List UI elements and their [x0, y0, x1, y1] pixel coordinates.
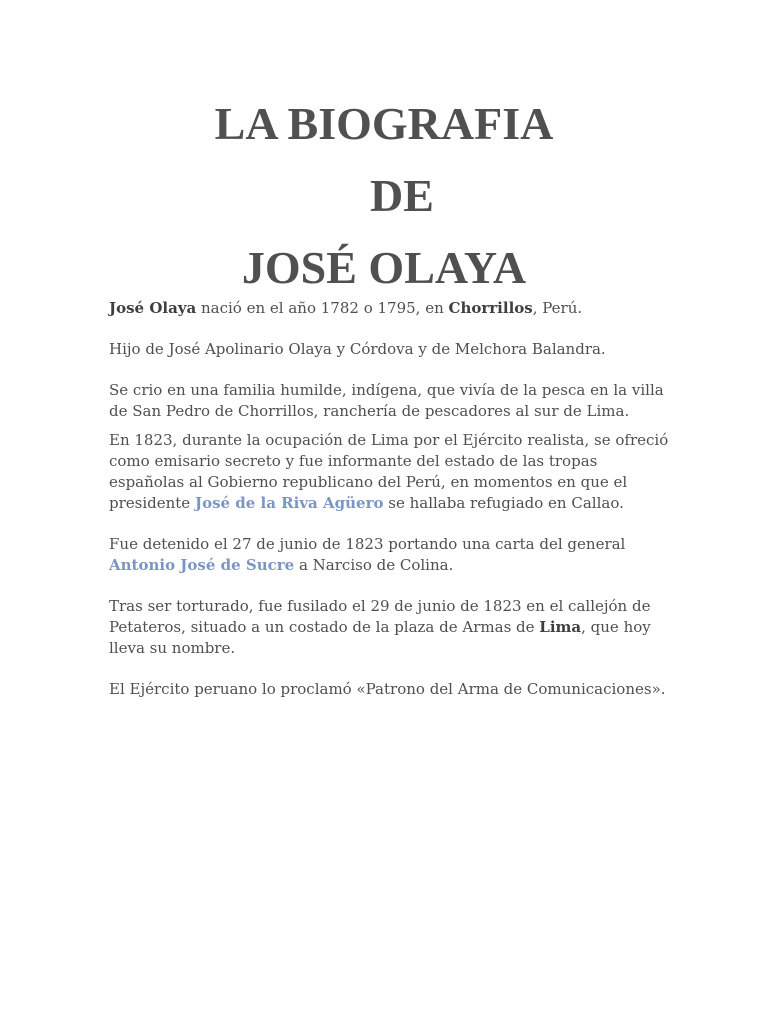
execution-text: Tras ser torturado, fue fusilado el 29 de junio de 1823 en el callejón de Petateros, situado a un costado de la plaza de Armas de [109, 597, 651, 636]
paragraph-upbringing: Se crio en una familia humilde, indígena, que vivía de la pesca en la villa de San Pedro de Chorrillos, ranchería de pescadores al sur de Lima. [109, 381, 664, 420]
page-title [0, 88, 768, 304]
birth-text: nació en el año 1782 o 1795, en [196, 299, 449, 317]
arrest-text: Fue detenido el 27 de junio de 1823 portando una carta del general [109, 535, 626, 553]
emissary-end: se hallaba refugiado en Callao. [383, 494, 624, 512]
subject-name: José Olaya [109, 299, 197, 317]
biography-body [109, 298, 669, 720]
title-line-1: LA BIOGRAFIA [214, 98, 554, 149]
paragraph-arrest [109, 534, 669, 576]
paragraph-birth [109, 298, 669, 319]
emissary-text: En 1823, durante la ocupación de Lima por el Ejército realista, se ofreció como emisario secreto y fue informante del estado de las tropas españolas al Gobierno republicano del Perú, en momentos en que el presidente [109, 431, 669, 512]
link-sucre[interactable]: Antonio José de Sucre [109, 556, 295, 574]
place-lima: Lima [539, 618, 582, 636]
birthplace: Chorrillos [448, 299, 533, 317]
paragraph-legacy: El Ejército peruano lo proclamó «Patrono del Arma de Comunicaciones». [109, 680, 666, 698]
title-line-3: JOSÉ OLAYA [241, 242, 527, 293]
paragraph-parents: Hijo de José Apolinario Olaya y Córdova y de Melchora Balandra. [109, 340, 606, 358]
execution-end: , que hoy lleva su nombre. [109, 618, 651, 657]
link-riva-aguero[interactable]: José de la Riva Agüero [194, 494, 384, 512]
title-line-2: DE [370, 170, 434, 221]
birth-end: , Perú. [532, 299, 583, 317]
paragraph-execution [109, 596, 669, 659]
arrest-end: a Narciso de Colina. [294, 556, 454, 574]
paragraph-emissary [109, 430, 669, 514]
